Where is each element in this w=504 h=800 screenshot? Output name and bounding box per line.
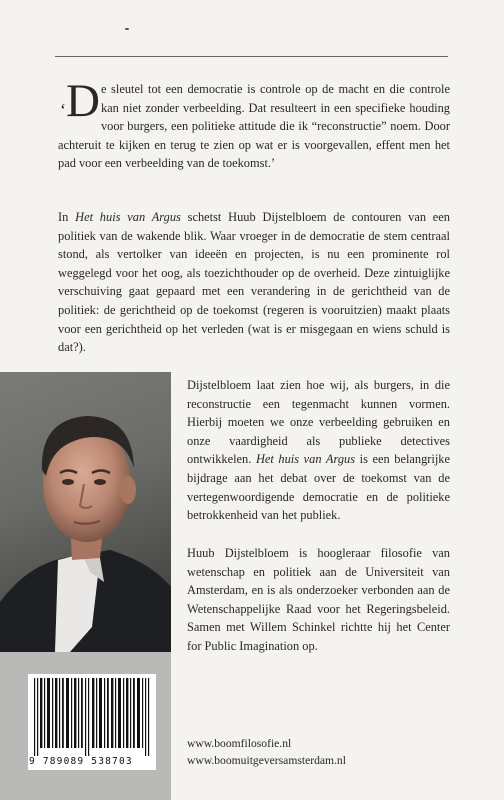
quote-text: e sleutel tot een democratie is controle op de macht en die controle kan niet zonder verbeelding. Dat resulteert in een specifieke houding voor burgers, een politieke attitude die ik “reconstructie” noem. Door achteruit te kijken en terug te zien op wat er is voorgevallen, effent men het pad voor een verbeelding van de toekomst.’: [58, 82, 450, 171]
argument-part2: is een belangrijke bijdrage aan het debat over de toekomst van de vertegenwoordigende democratie en de politieke betrokkenheid van het publiek.: [187, 452, 450, 523]
author-bio: [187, 544, 450, 656]
url-boomfilosofie: www.boomfilosofie.nl: [187, 737, 292, 750]
print-speck: [125, 28, 129, 30]
quote-open-mark: ‘: [60, 100, 66, 120]
intro-book-title: Het huis van Argus: [75, 210, 181, 224]
barcode-bars: [32, 678, 152, 756]
quote-dropcap: [60, 75, 100, 128]
barcode-panel: [0, 652, 171, 800]
intro-lead: In: [58, 210, 76, 224]
dropcap-letter: D: [66, 75, 100, 127]
top-rule: [55, 56, 448, 57]
pull-quote: [58, 75, 450, 173]
argument-book-title: Het huis van Argus: [255, 452, 356, 467]
author-bio-text: Huub Dijstelbloem is hoogleraar filosofie van wetenschap en politiek aan de Universiteit van Amsterdam, en is als onderzoeker verbonden aan de Wetenschappelijke Raad voor het Regeringsbeleid. Samen met Willem Schinkel richtte hij het Center for Public Imagination op.: [187, 546, 450, 653]
argument-paragraph: [187, 376, 450, 525]
url-boomuitgevers: www.boomuitgeversamsterdam.nl: [187, 754, 346, 767]
intro-body: schetst Huub Dijstelbloem de contouren van een politiek van de wakende blik. Waar vroeger in de democratie de stem centraal stond, als vertolker van ideeën en projecten, is nu een prominente rol weggelegd voor het oog, als toezichthouder op de overheid. Deze zintuiglijke verschuiving gaat gepaard met een verandering in de gerichtheid van de politiek: de gerichtheid op de toekomst (regeren is vooruitzien) maakt plaats voor een gerichtheid op het verleden (wat is er misgegaan en wiens schuld is dat?).: [58, 210, 450, 355]
isbn-digits: 9 789089 538703: [29, 756, 133, 767]
body-column-1: [187, 376, 450, 525]
intro-paragraph: [58, 208, 450, 357]
argument-part1: Dijstelbloem laat zien hoe wij, als burgers, in die reconstructie een tegenmacht kunnen vormen. Hierbij moeten we onze verbeelding gebruiken en onze vaardigheid als publieke detectives ontwikkelen.: [187, 378, 450, 467]
publisher-urls: [187, 735, 450, 769]
author-photo: [0, 372, 171, 652]
